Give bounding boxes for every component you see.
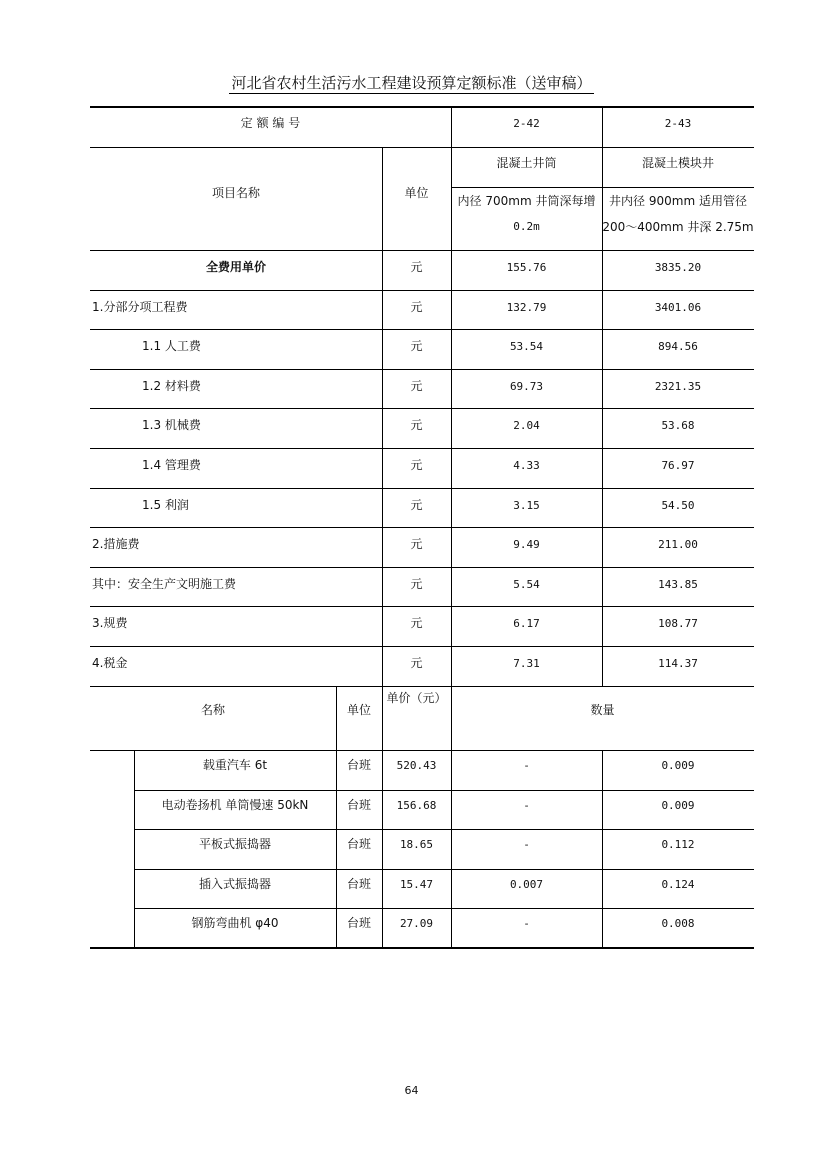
resource-unit: 台班 [346,876,371,891]
resource-qty-2-42: - [523,759,530,772]
rule-line [90,290,754,291]
cost-row-name: 3.规费 [92,616,128,631]
item-name-2-42: 混凝土井筒 [496,156,557,170]
resource-qty-header: 数量 [590,703,615,717]
quota-number-label: 定 额 编 号 [240,116,301,130]
resource-unit-header: 单位 [346,703,371,717]
rule-line [134,908,754,909]
resource-name: 载重汽车 6t [202,758,268,772]
cost-row-value-2-43: 114.37 [658,657,698,670]
cost-row-value-2-42: 4.33 [513,459,540,472]
cost-row-unit: 元 [410,299,423,314]
cost-row-value-2-43: 211.00 [658,538,698,552]
cost-row-value-2-42: 6.17 [513,617,540,631]
resource-qty-2-42: - [523,798,530,812]
rule-line [90,448,754,449]
resource-qty-2-42: - [523,917,530,931]
cost-row-name: 1.1 人工费 [142,339,201,354]
resource-price: 156.68 [396,798,437,812]
spec-2-43-line1: 井内径 900mm 适用管径 [609,194,747,208]
rule-line [90,106,754,108]
resource-unit: 台班 [346,837,371,852]
cost-row-value-2-42: 53.54 [509,340,544,354]
resource-price: 18.65 [399,838,434,852]
rule-line [90,488,754,489]
rule-line [90,567,754,568]
spec-2-43-line2: 200～400mm 井深 2.75m [602,220,754,234]
cost-row-unit: 元 [410,339,423,354]
cost-row-value-2-43: 894.56 [658,340,698,354]
column-line [451,106,452,686]
rule-line [90,750,754,751]
resource-price: 15.47 [399,877,434,891]
resource-unit: 台班 [346,758,371,772]
resource-qty-2-43: 0.009 [661,798,695,812]
page-number: 64 [404,1084,419,1097]
cost-row-value-2-42: 3.15 [513,498,540,512]
cost-row-value-2-43: 54.50 [661,498,695,512]
cost-row-unit: 元 [410,418,423,433]
rule-line [134,869,754,870]
quota-code-2-42: 2-42 [513,117,540,130]
rule-line [90,947,754,949]
rule-line [90,646,754,647]
cost-row-unit: 元 [410,497,423,512]
rule-line [90,250,754,251]
cost-row-value-2-43: 143.85 [658,577,698,591]
cost-row-value-2-43: 3401.06 [654,300,702,314]
cost-row-unit: 元 [410,260,423,274]
cost-row-name: 全费用单价 [205,260,266,274]
resource-qty-2-43: 0.008 [661,917,695,931]
cost-row-value-2-43: 108.77 [658,617,698,631]
rule-line [90,369,754,370]
cost-row-value-2-42: 132.79 [506,300,547,314]
cost-row-value-2-42: 9.49 [513,538,540,552]
cost-row-unit: 元 [410,616,423,631]
cost-row-unit: 元 [410,378,423,393]
rule-line [90,527,754,528]
resource-name: 插入式振捣器 [198,876,271,891]
cost-row-name: 其中：安全生产文明施工费 [92,576,237,591]
cost-row-value-2-43: 3835.20 [654,261,702,274]
cost-row-name: 1.2 材料费 [142,378,201,393]
cost-row-value-2-42: 7.31 [513,657,540,670]
resource-qty-2-42: 0.007 [509,877,544,891]
spec-2-42-line1: 内径 700mm 井筒深每增 [457,194,596,208]
cost-row-value-2-42: 5.54 [513,577,540,591]
rule-line [90,329,754,330]
resource-qty-2-42: - [523,838,530,852]
rule-line [90,606,754,607]
cost-row-value-2-43: 2321.35 [654,379,702,393]
cost-row-value-2-42: 69.73 [509,379,544,393]
cost-row-name: 1.分部分项工程费 [92,299,188,314]
cost-row-value-2-42: 2.04 [513,419,540,433]
resource-unit: 台班 [346,916,371,931]
resource-qty-2-43: 0.112 [661,838,695,852]
cost-row-unit: 元 [410,656,423,670]
cost-row-value-2-42: 155.76 [506,261,547,274]
item-name-2-43: 混凝土模块井 [641,156,714,170]
cost-row-name: 1.5 利润 [142,497,189,512]
rule-line [134,829,754,830]
resource-unit: 台班 [346,797,371,812]
cost-row-name: 1.3 机械费 [142,418,201,433]
rule-line [90,408,754,409]
resource-price: 27.09 [399,917,434,931]
rule-line [90,147,754,148]
cost-row-name: 4.税金 [92,656,128,670]
spec-2-42-line2: 0.2m [513,220,540,233]
resource-name: 电动卷扬机 单筒慢速 50kN [161,797,309,812]
resource-name: 钢筋弯曲机 φ40 [191,916,279,931]
item-name-header: 项目名称 [211,186,260,200]
column-line [602,106,603,686]
cost-row-value-2-43: 53.68 [661,419,695,433]
cost-row-name: 2.措施费 [92,537,140,552]
resource-name-header: 名称 [200,703,225,717]
resource-price: 520.43 [396,759,437,772]
resource-name: 平板式振捣器 [198,837,271,852]
cost-row-unit: 元 [410,576,423,591]
cost-row-name: 1.4 管理费 [142,458,201,472]
unit-header: 单位 [404,186,429,200]
quota-code-2-43: 2-43 [664,117,692,130]
cost-row-value-2-43: 76.97 [661,459,695,472]
resource-qty-2-43: 0.009 [661,759,695,772]
cost-row-unit: 元 [410,458,423,472]
cost-row-unit: 元 [410,537,423,552]
rule-line [134,790,754,791]
document-title: 河北省农村生活污水工程建设预算定额标准（送审稿） [231,74,592,92]
resource-price-header: 单价（元） [386,691,447,705]
rule-line [90,686,754,687]
resource-qty-2-43: 0.124 [661,877,695,891]
